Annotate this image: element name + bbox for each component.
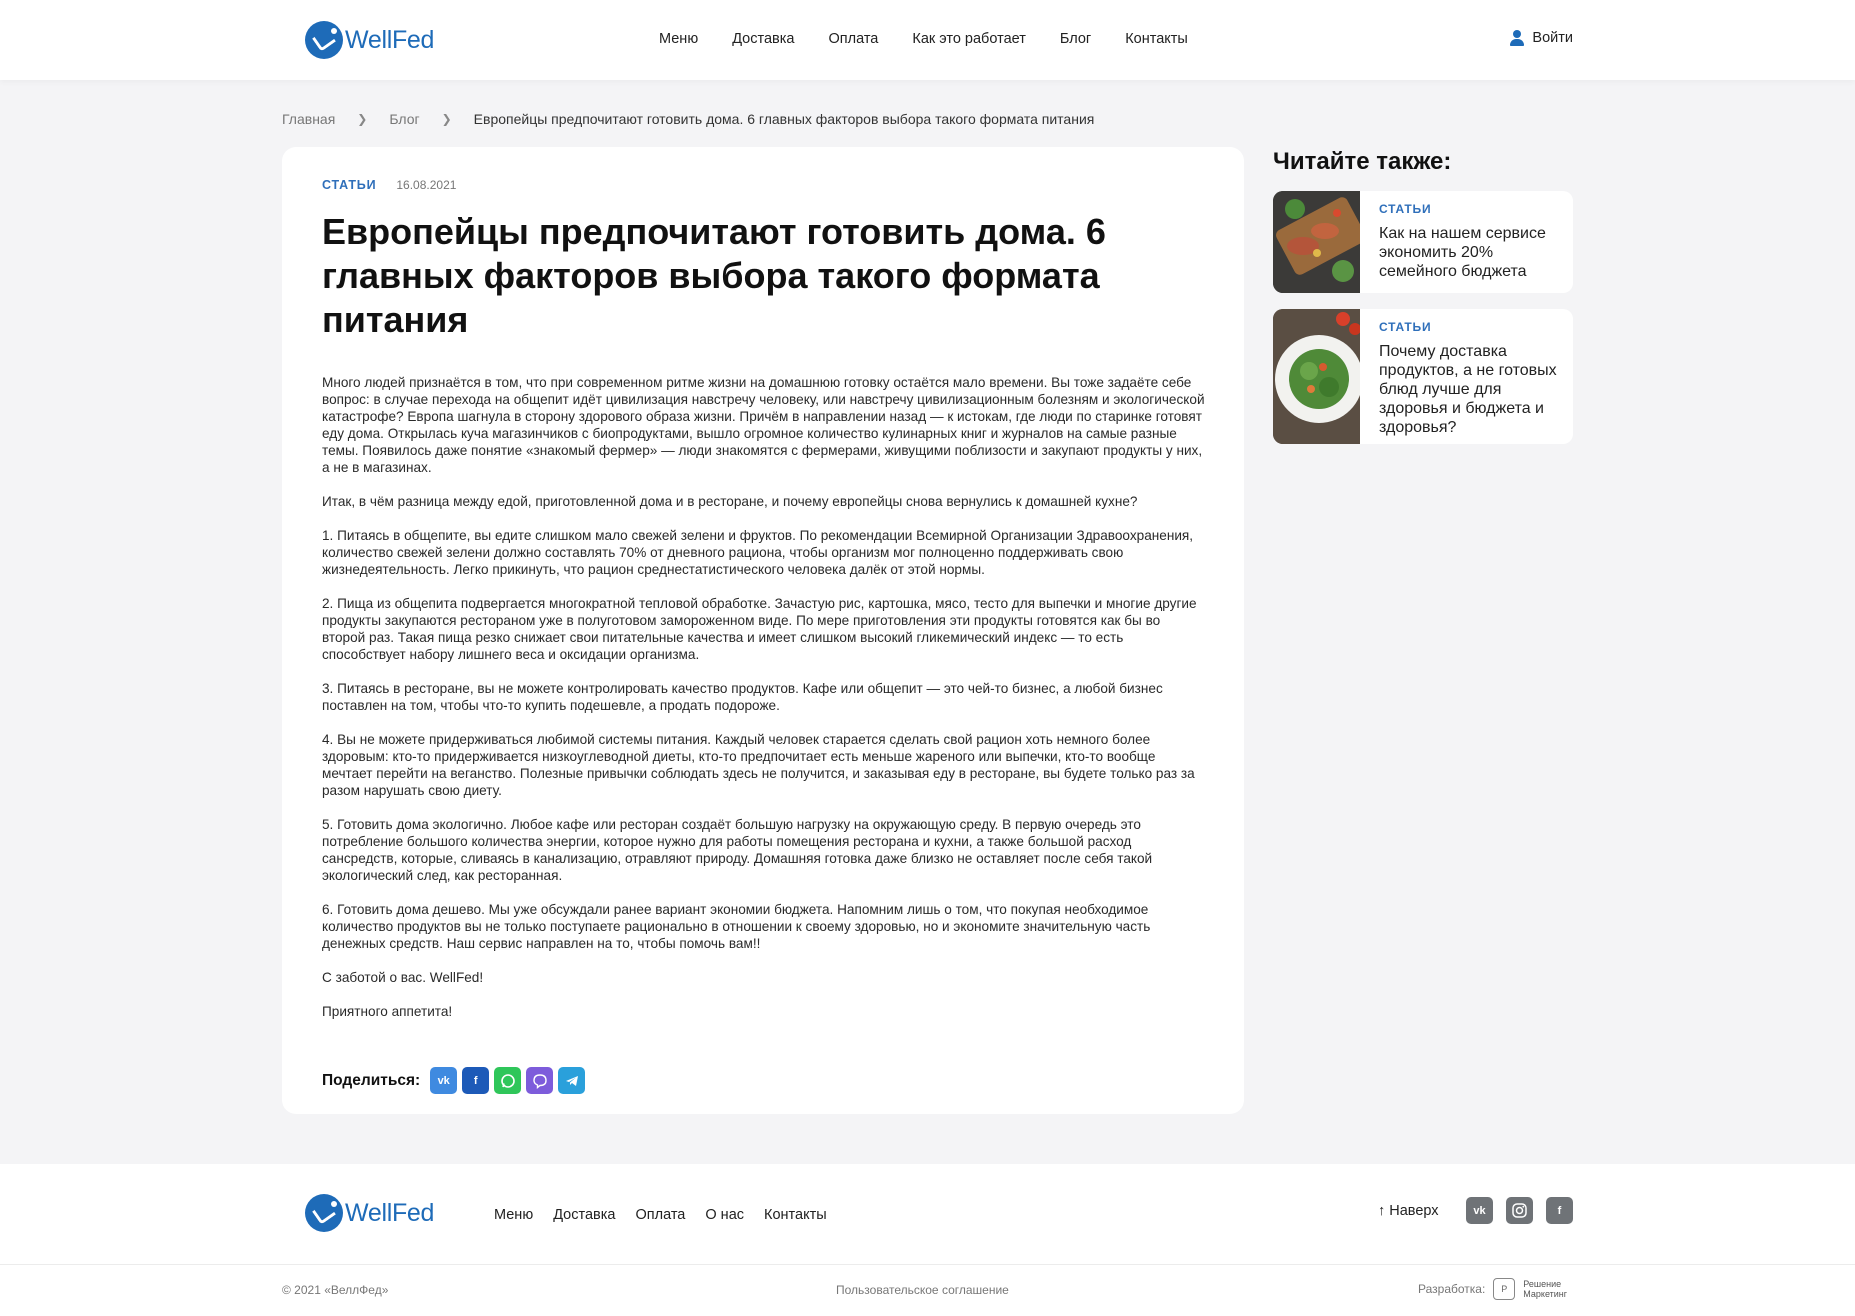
to-top-label: Наверх — [1389, 1203, 1439, 1219]
site-footer — [0, 1164, 1855, 1316]
footer-nav-delivery[interactable]: Доставка — [553, 1207, 616, 1223]
related-article-tag: СТАТЬИ — [1379, 202, 1432, 216]
login-button[interactable] — [1510, 30, 1573, 46]
share-bar — [322, 1067, 590, 1094]
site-header — [0, 0, 1855, 80]
main-nav — [659, 31, 1222, 47]
footer-nav-contacts[interactable]: Контакты — [764, 1207, 827, 1223]
nav-item-delivery[interactable]: Доставка — [732, 31, 795, 47]
article-paragraph: Приятного аппетита! — [322, 1004, 453, 1019]
article-paragraph: 1. Питаясь в общепите, вы едите слишком мало свежей зелени и фруктов. По рекомендации Всемирной Организации Здравоохранения, количество свежей зелени должно составлять 70% от дневного рациона, чтобы организм мог полноценно поддерживать свою жизнедеятельность. Легко прикинуть, что рацион среднестатистического человека далёк от этой нормы. — [322, 528, 1194, 577]
footer-nav-about[interactable]: О нас — [705, 1207, 745, 1223]
to-top-button[interactable] — [1378, 1203, 1439, 1219]
nav-item-how-it-works[interactable]: Как это работает — [912, 31, 1026, 47]
whatsapp-icon[interactable] — [494, 1067, 521, 1094]
related-article-card[interactable] — [1273, 191, 1573, 293]
breadcrumb-current: Европейцы предпочитают готовить дома. 6 главных факторов выбора такого формата питания — [473, 111, 1095, 127]
article-card — [282, 147, 1244, 1114]
footer-divider — [0, 1264, 1855, 1265]
logo[interactable] — [305, 21, 434, 59]
login-label: Войти — [1532, 30, 1573, 46]
article-body — [322, 374, 1207, 1037]
copyright: © 2021 «ВеллФед» — [282, 1283, 389, 1297]
logo-text: WellFed — [345, 25, 435, 54]
arrow-up-icon: ↑ — [1378, 1203, 1386, 1219]
footer-nav — [494, 1207, 847, 1223]
chevron-right-icon: ❯ — [441, 112, 452, 126]
article-meta — [322, 178, 456, 192]
related-article-title: Как на нашем сервисе экономить 20% семейного бюджета — [1379, 225, 1546, 280]
breadcrumb — [282, 111, 1094, 127]
developer-name: Решение Маркетинг — [1523, 1279, 1568, 1299]
article-paragraph: 4. Вы не можете придерживаться любимой системы питания. Каждый человек старается сделать свой рацион хоть немного более здоровым: кто-то придерживается низкоуглеводной диеты, кто-то предпочитает есть меньше жареного или выпечки, кто-то вообще мечтает перейти на веганство. Полезные привычки соблюдать здесь не получится, и заказывая еду в ресторане, вы будете только раз за разом нарушать свою диету. — [322, 732, 1195, 798]
logo-text: WellFed — [345, 1198, 435, 1227]
footer-logo[interactable] — [305, 1194, 434, 1232]
article-paragraph: С заботой о вас. WellFed! — [322, 970, 484, 985]
user-agreement-link[interactable]: Пользовательское соглашение — [836, 1283, 1009, 1297]
article-paragraph: 5. Готовить дома экологично. Любое кафе или ресторан создаёт большую нагрузку на окружающую среду. В первую очередь это потребление большого количества энергии, которое нужно для работы помещения ресторана и кухни, а также большой расход сансредств, которые, сливаясь в канализацию, отравляют природу. Домашняя готовка даже близко не оставляет после себя такой экологический след, как ресторанная. — [322, 817, 1153, 883]
nav-item-contacts[interactable]: Контакты — [1125, 31, 1188, 47]
breadcrumb-home[interactable]: Главная — [282, 111, 336, 127]
related-article-tag: СТАТЬИ — [1379, 320, 1432, 334]
breadcrumb-blog[interactable]: Блог — [389, 111, 420, 127]
article-paragraph: Много людей признаётся в том, что при современном ритме жизни на домашнюю готовку остаётся мало времени. Вы тоже задаёте себе вопрос: в случае перехода на общепит идёт цивилизация навстречу человеку, или навстречу цивилизационным болезням и экологической катастрофе? Европа шагнула в сторону здорового образа жизни. Причём в направлении назад — к истокам, где люди по старинке готовят еду дома. Открылась куча магазинчиков с биопродуктами, вышло огромное количество кулинарных книг и журналов на самые разные темы. Появилось даже понятие «знакомый фермер» — люди знакомятся с фермерами, живущими поблизости и закупают продукты у них, а не в магазинах. — [322, 375, 1205, 475]
article-date: 16.08.2021 — [396, 178, 457, 192]
sidebar-title: Читайте также: — [1273, 148, 1452, 175]
footer-nav-payment[interactable]: Оплата — [635, 1207, 686, 1223]
nav-item-blog[interactable]: Блог — [1059, 31, 1092, 47]
telegram-icon[interactable] — [558, 1067, 585, 1094]
article-paragraph: 3. Питаясь в ресторане, вы не можете контролировать качество продуктов. Кафе или общепит — это чей-то бизнес, а любой бизнес поставлен на том, чтобы что-то купить подешевле, а продать подороже. — [322, 681, 1163, 713]
instagram-icon[interactable] — [1506, 1197, 1533, 1224]
developer-credit[interactable] — [1418, 1278, 1567, 1300]
logo-icon — [305, 21, 343, 59]
related-article-image — [1273, 309, 1360, 444]
article-title: Европейцы предпочитают готовить дома. 6 главных факторов выбора такого формата питания — [322, 211, 1106, 340]
logo-icon — [305, 1194, 343, 1232]
related-article-card[interactable] — [1273, 309, 1573, 444]
related-article-info — [1360, 191, 1573, 293]
article-paragraph: 2. Пища из общепита подвергается многократной тепловой обработке. Зачастую рис, картошка, мясо, тесто для выпечки и многие другие продукты закупаются рестораном уже в полуготовом замороженном виде. По мере приготовления эти продукты готовятся как бы во второй раз. Такая пища резко снижает свои питательные качества и имеет слишком высокий гликемический индекс — то есть способствует набору лишнего веса и оксидации организма. — [322, 596, 1197, 662]
viber-icon[interactable] — [526, 1067, 553, 1094]
facebook-icon[interactable]: f — [1546, 1197, 1573, 1224]
article-tag[interactable]: СТАТЬИ — [322, 178, 377, 192]
nav-item-payment[interactable]: Оплата — [828, 31, 879, 47]
vk-icon[interactable]: vk — [1466, 1197, 1493, 1224]
article-paragraph: Итак, в чём разница между едой, приготовленной дома и в ресторане, и почему европейцы снова вернулись к домашней кухне? — [322, 494, 1138, 509]
related-article-image — [1273, 191, 1360, 293]
article-paragraph: 6. Готовить дома дешево. Мы уже обсуждали ранее вариант экономии бюджета. Напомним лишь о том, что покупая необходимое количество продуктов вы не только поступаете рационально в отношении к своему здоровью, но и экономите значительную часть денежных средств. Наш сервис направлен на то, чтобы помочь вам!! — [322, 902, 1151, 951]
footer-nav-menu[interactable]: Меню — [494, 1207, 534, 1223]
related-article-title: Почему доставка продуктов, а не готовых блюд лучше для здоровья и бюджета и здоровья? — [1379, 343, 1557, 436]
developer-logo-icon: Р — [1493, 1278, 1515, 1300]
developer-label: Разработка: — [1418, 1282, 1486, 1296]
nav-item-menu[interactable]: Меню — [659, 31, 699, 47]
share-label: Поделиться: — [322, 1071, 421, 1089]
vk-icon[interactable]: vk — [430, 1067, 457, 1094]
user-icon — [1510, 30, 1524, 46]
facebook-icon[interactable]: f — [462, 1067, 489, 1094]
chevron-right-icon: ❯ — [357, 112, 368, 126]
related-article-info — [1360, 309, 1573, 444]
